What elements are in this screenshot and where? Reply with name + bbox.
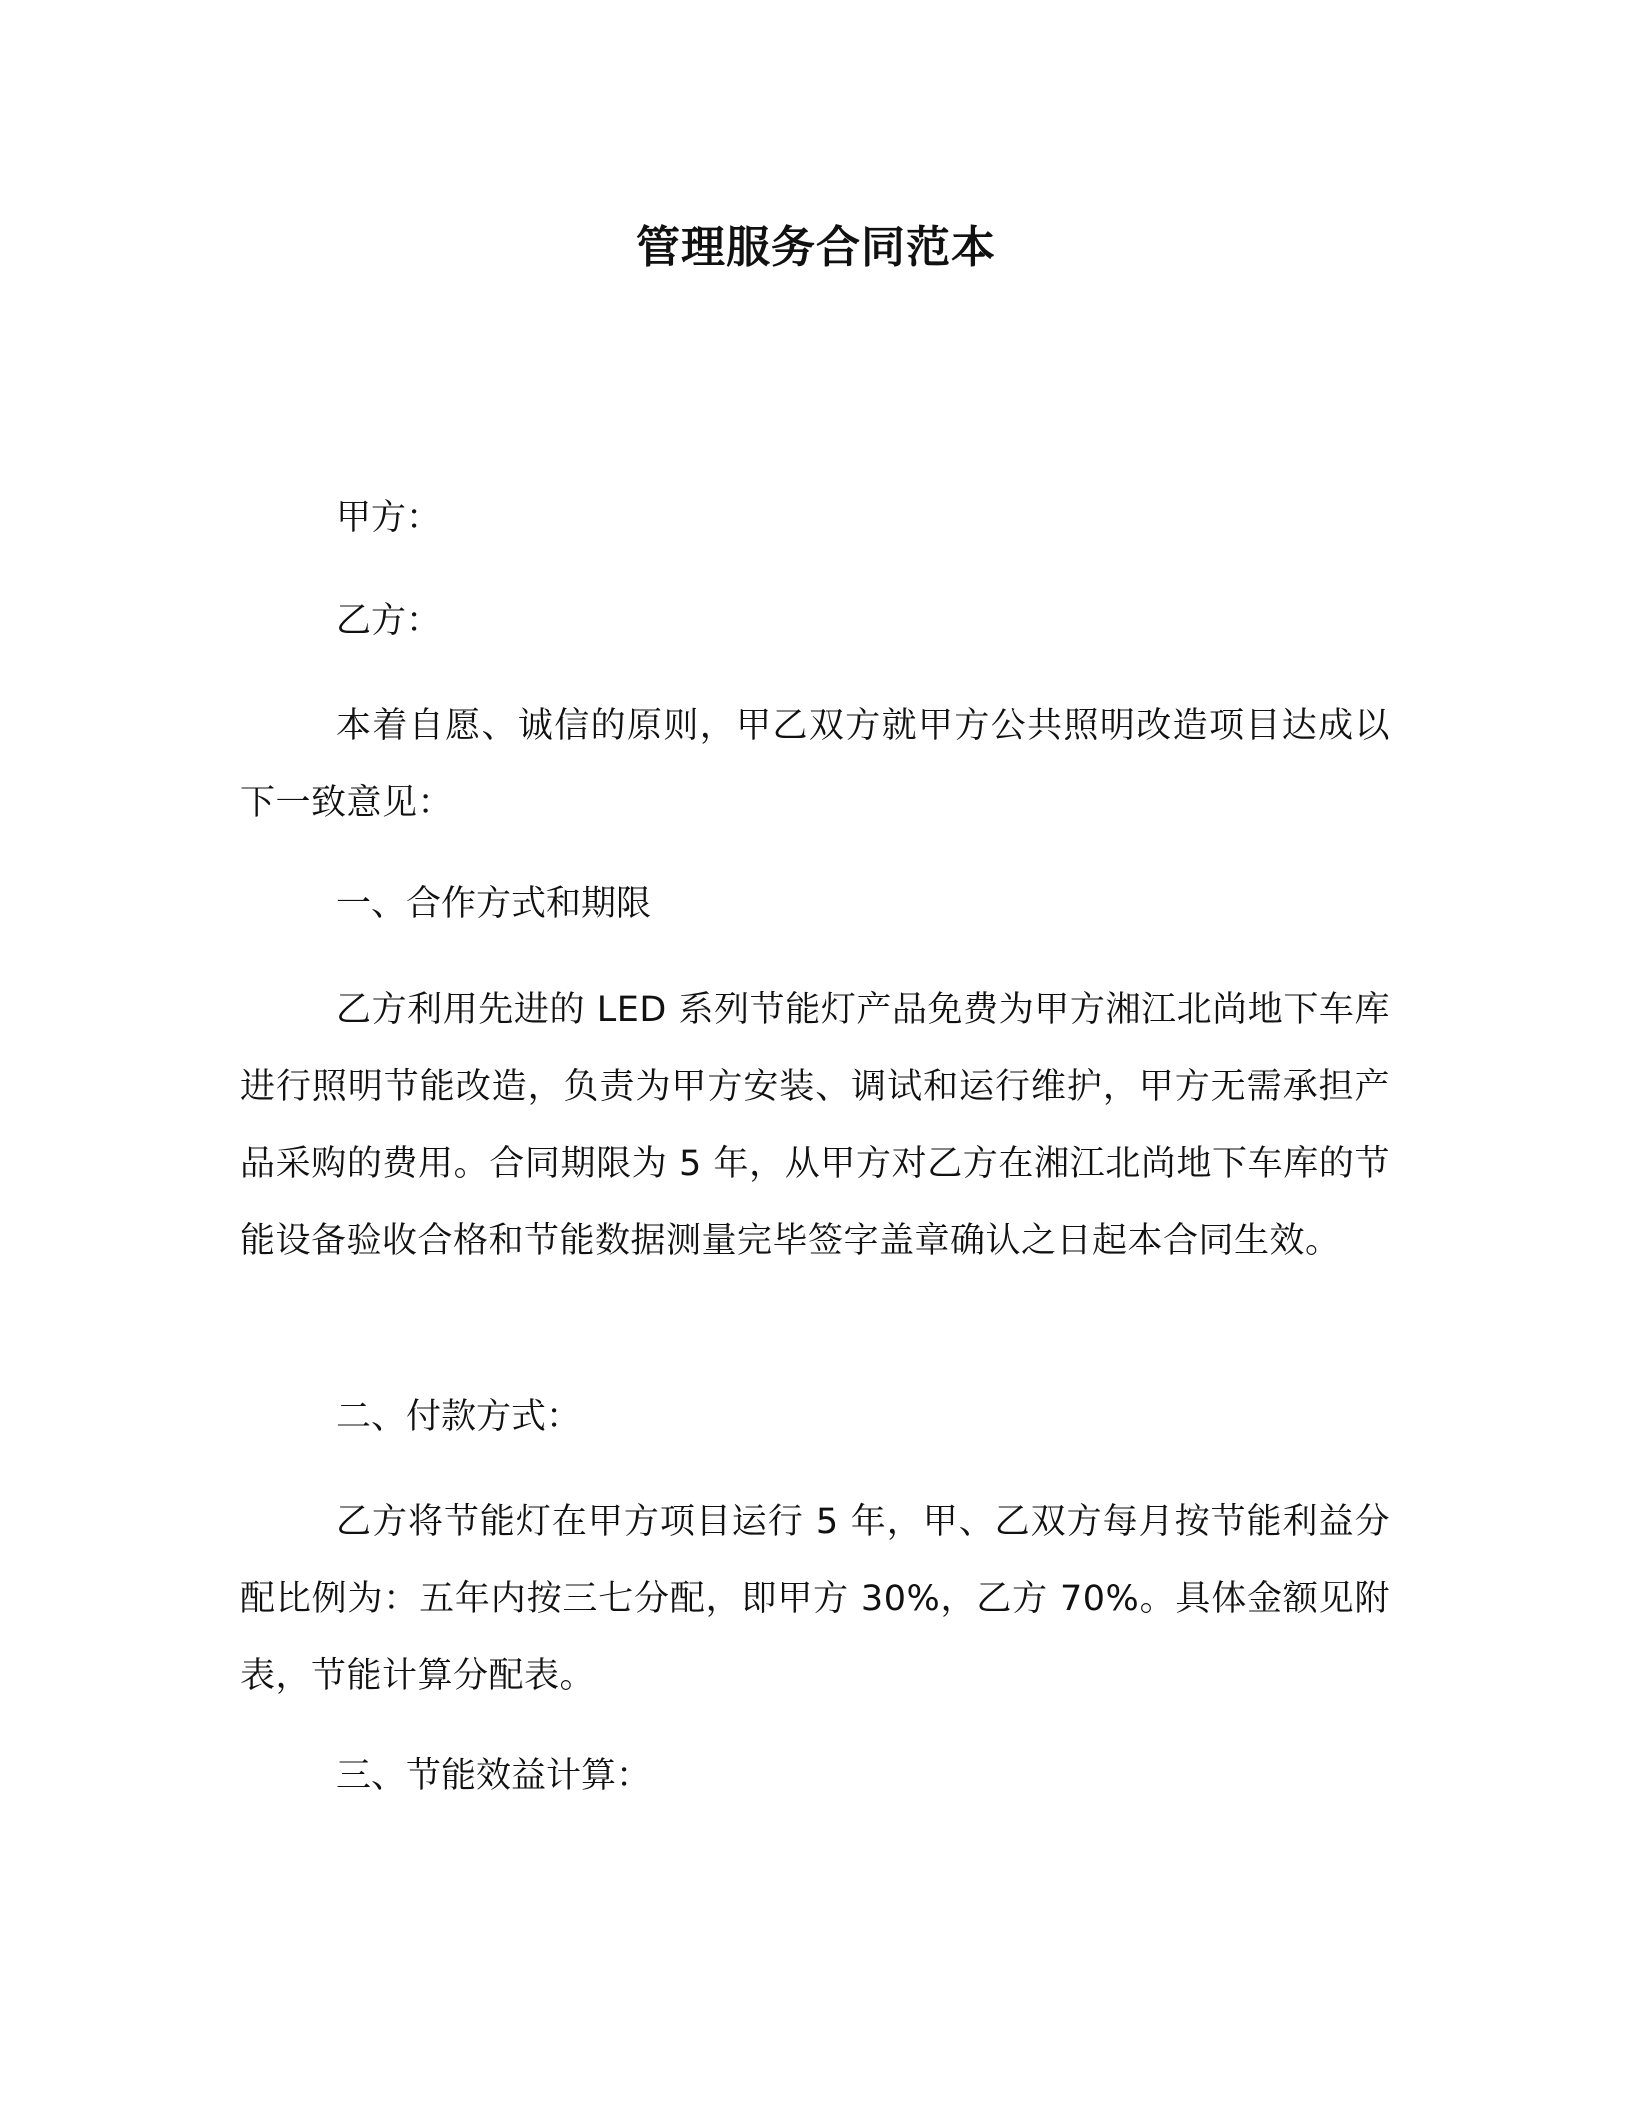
section-1-heading: 一、合作方式和期限 [336, 884, 652, 924]
document-title: 管理服务合同范本 [636, 222, 996, 273]
party-a-label: 甲方： [336, 498, 442, 538]
section-1-paragraph: 乙方利用先进的 LED 系列节能灯产品免费为甲方湘江北尚地下车库进行照明节能改造，负责为甲方安装、调试和运行维护，甲方无需承担产品采购的费用。合同期限为 5 年，从甲方对乙方在湘江北尚地下车库的节能设备验收合格和节能数据测量完毕签字盖章确认之日起本合同生效。 [240, 990, 1390, 1261]
party-b-label: 乙方： [336, 601, 442, 641]
section-2-paragraph: 乙方将节能灯在甲方项目运行 5 年，甲、乙双方每月按节能利益分配比例为：五年内按三七分配，即甲方 30%，乙方 70%。具体金额见附表，节能计算分配表。 [240, 1502, 1390, 1696]
section-3-heading: 三、节能效益计算： [336, 1756, 652, 1796]
intro-paragraph: 本着自愿、诚信的原则，甲乙双方就甲方公共照明改造项目达成以下一致意见： [240, 706, 1390, 823]
section-2-heading: 二、付款方式： [336, 1397, 582, 1437]
